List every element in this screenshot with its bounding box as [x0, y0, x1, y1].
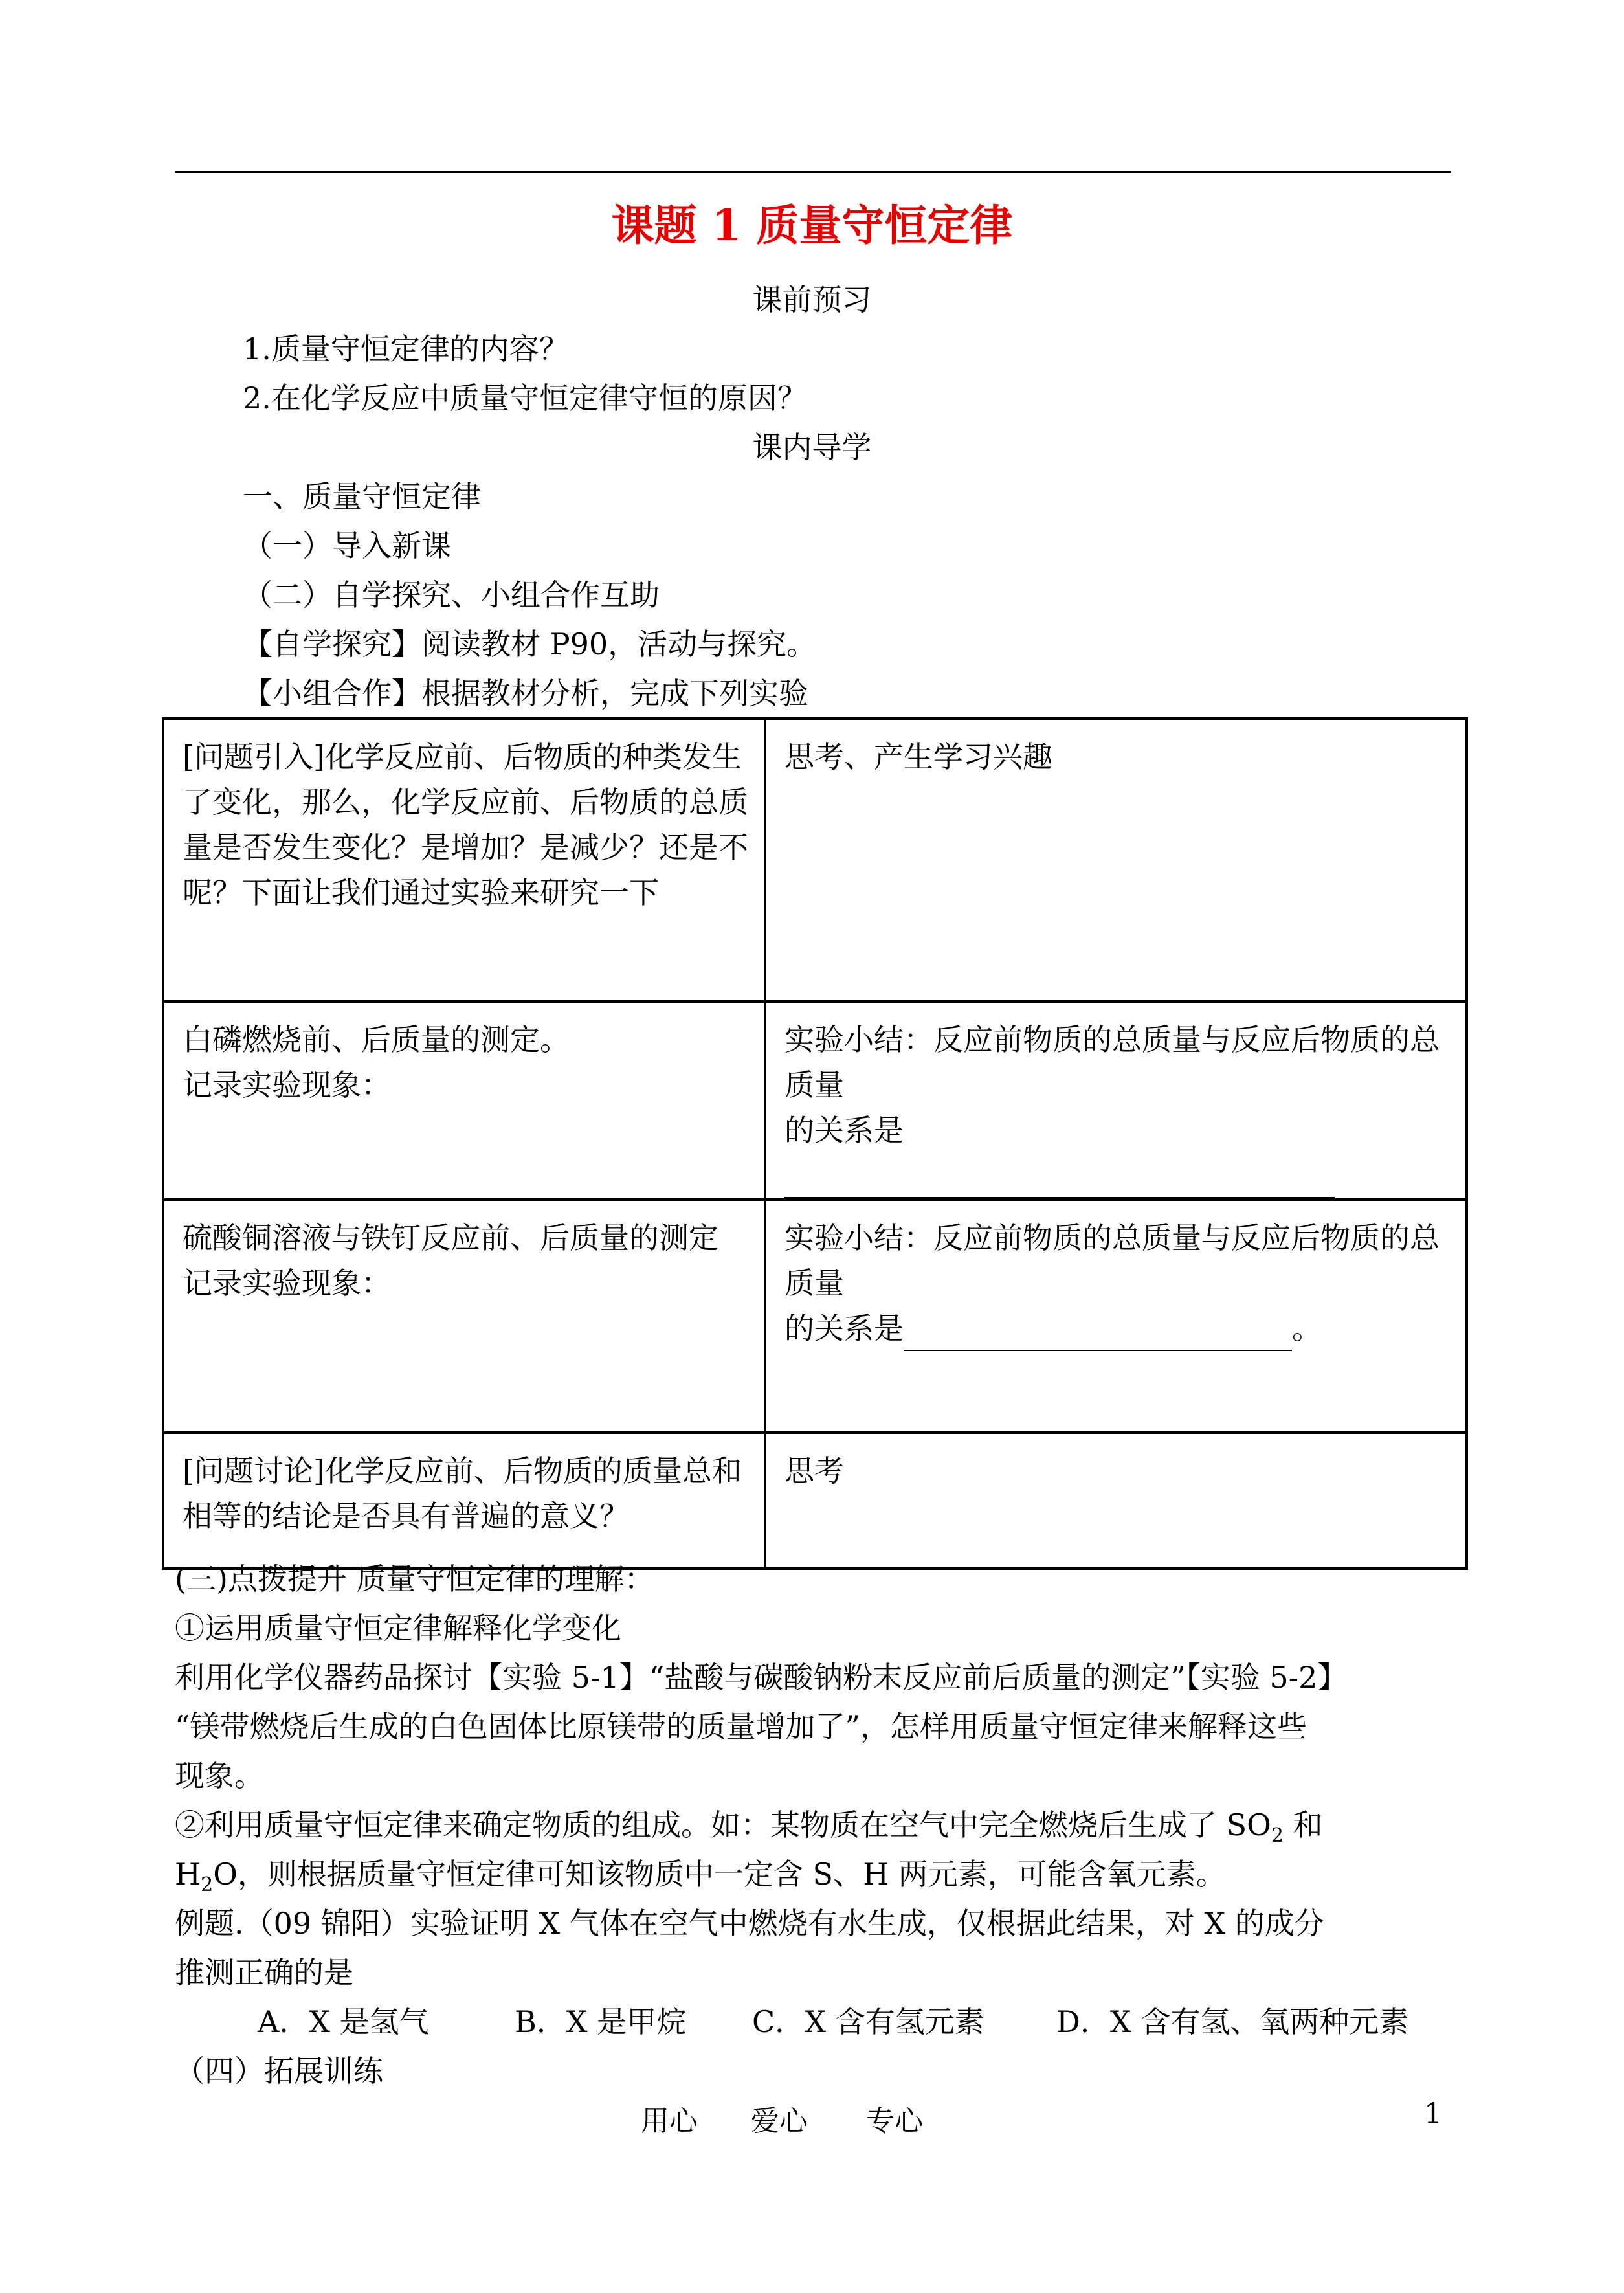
- table-row: [163, 1001, 1467, 1200]
- page-title: 课题 1 质量守恒定律: [611, 200, 1013, 251]
- copper-sulfate-experiment-cell: [163, 1200, 765, 1433]
- footer-motto-3: 专心: [866, 2105, 923, 2138]
- point-2-line-1: ②利用质量守恒定律来确定物质的组成。如：某物质在空气中完全燃烧后生成了 $SO_2$ 和: [175, 1807, 1323, 1848]
- subsection-self-study: （二）自学探究、小组合作互助: [243, 577, 660, 612]
- header-rule: [175, 171, 1451, 173]
- phosphorus-experiment-title: 白磷燃烧前、后质量的测定。: [183, 1022, 570, 1057]
- table-row: [163, 719, 1467, 1001]
- experiment-table: [162, 717, 1468, 1570]
- preview-item-2: 2.在化学反应中质量守恒定律守恒的原因？: [243, 381, 807, 416]
- group-work-line: 【小组合作】根据教材分析，完成下列实验: [243, 676, 808, 711]
- record-phenomenon-label: 记录实验现象：: [183, 1068, 391, 1102]
- footer-motto-1: 用心: [641, 2105, 698, 2138]
- phosphorus-experiment-cell: [163, 1001, 765, 1200]
- think-cell: 思考: [765, 1433, 1467, 1569]
- think-interest-cell: 思考、产生学习兴趣: [765, 719, 1467, 1001]
- point-1: ①运用质量守恒定律解释化学变化: [175, 1611, 621, 1646]
- part-4-heading: （四）拓展训练: [175, 2053, 383, 2088]
- option-d: D．X 含有氢、氧两种元素: [1056, 2004, 1409, 2039]
- subsection-intro: （一）导入新课: [243, 528, 451, 563]
- record-phenomenon-label: 记录实验现象：: [183, 1266, 391, 1301]
- option-a: A．X 是氢气: [258, 2004, 429, 2039]
- point-1-text-line-3: 现象。: [175, 1758, 264, 1793]
- question-intro-cell: [问题引入]化学反应前、后物质的种类发生了变化，那么，化学反应前、后物质的总质量是否发生变化？是增加？是减少？还是不呢？下面让我们通过实验来研究一下: [163, 719, 765, 1001]
- part-3-heading: (三)点拨提升 质量守恒定律的理解：: [175, 1561, 654, 1596]
- example-line-2: 推测正确的是: [175, 1955, 353, 1990]
- relation-label: 的关系是: [784, 1113, 904, 1148]
- guide-heading: 课内导学: [752, 430, 872, 465]
- table-row: [163, 1433, 1467, 1569]
- page-number: 1: [1424, 2097, 1442, 2131]
- preview-heading: 课前预习: [752, 282, 872, 317]
- point-1-text-line-2: “镁带燃烧后生成的白色固体比原镁带的质量增加了”，怎样用质量守恒定律来解释这些: [175, 1709, 1307, 1744]
- summary-text: 实验小结：反应前物质的总质量与反应后物质的总质量: [784, 1022, 1440, 1102]
- relation-label: 的关系是: [784, 1311, 904, 1346]
- point-2-line-2: $H_2O$，则根据质量守恒定律可知该物质中一定含 S、H 两元素，可能含氧元素。: [175, 1857, 1226, 1897]
- answer-blank[interactable]: [904, 1311, 1292, 1351]
- summary-text: 实验小结：反应前物质的总质量与反应后物质的总质量: [784, 1220, 1440, 1301]
- table-row: [163, 1200, 1467, 1433]
- answer-blank[interactable]: [784, 1158, 1335, 1198]
- copper-sulfate-summary-cell: [765, 1200, 1467, 1433]
- option-b: B．X 是甲烷: [515, 2004, 687, 2039]
- example-line-1: 例题.（09 锦阳）实验证明 X 气体在空气中燃烧有水生成，仅根据此结果，对 X 的成分: [175, 1906, 1324, 1941]
- preview-item-1: 1.质量守恒定律的内容？: [243, 331, 569, 366]
- section-1-heading: 一、质量守恒定律: [243, 479, 481, 514]
- phosphorus-summary-cell: [765, 1001, 1467, 1200]
- self-study-line: 【自学探究】阅读教材 P90，活动与探究。: [243, 627, 817, 662]
- footer-motto-2: 爱心: [751, 2105, 808, 2138]
- point-1-text-line-1: 利用化学仪器药品探讨【实验 5-1】“盐酸与碳酸钠粉末反应前后质量的测定”【实验 5-2】: [175, 1660, 1348, 1695]
- question-discussion-cell: [问题讨论]化学反应前、后物质的质量总和相等的结论是否具有普遍的意义？: [163, 1433, 765, 1569]
- option-c: C．X 含有氢元素: [752, 2004, 984, 2039]
- period: 。: [1292, 1311, 1322, 1346]
- copper-sulfate-experiment-title: 硫酸铜溶液与铁钉反应前、后质量的测定: [183, 1220, 718, 1255]
